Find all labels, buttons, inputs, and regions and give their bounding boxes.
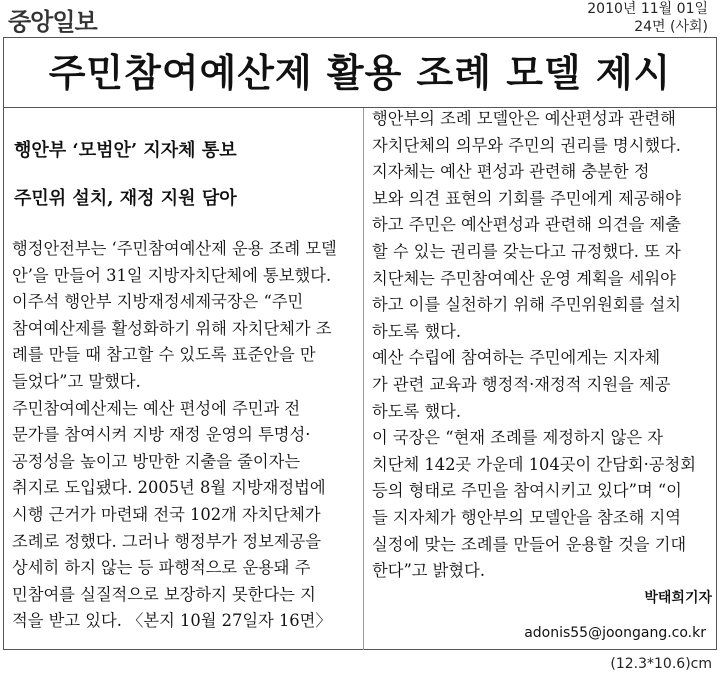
body-line: 하도록 했다.: [372, 401, 461, 421]
body-line: 들 지자체가 행안부의 모델안을 참조해 지역: [372, 507, 681, 527]
newspaper-masthead: 중앙일보: [8, 8, 97, 36]
body-line: 치단체는 주민참여예산 운영 계획을 세워야: [372, 268, 676, 288]
body-line: 이주석 행안부 지방재정세제국장은 “주민: [12, 292, 304, 312]
body-line: 자치단체의 의무와 주민의 권리를 명시했다.: [372, 135, 681, 155]
body-line: 실정에 맞는 조례를 만들어 운용할 것을 기대: [372, 534, 687, 554]
subheadline-2: 주민위 설치, 재정 지원 담아: [14, 188, 237, 209]
body-line: 지자체는 예산 편성과 관련해 충분한 정: [372, 162, 650, 182]
body-line: 문가를 참여시켜 지방 재정 운영의 투명성·: [12, 425, 311, 445]
body-line: 시행 근거가 마련돼 전국 102개 자치단체가: [12, 504, 321, 524]
reporter-byline: 박태희기자: [644, 589, 712, 606]
body-line: 가 관련 교육과 행정적·재정적 지원을 제공: [372, 374, 671, 394]
body-line: 참여예산제를 활성화하기 위해 자치단체가 조: [12, 318, 332, 338]
body-line: 보와 의견 표현의 기회를 주민에게 제공해야: [372, 188, 681, 208]
body-line: 취지로 도입됐다. 2005년 8월 지방재정법에: [12, 478, 326, 498]
reporter-email: adonis55@joongang.co.kr: [524, 625, 706, 641]
article-headline: 주민참여예산제 활용 조례 모델 제시: [48, 51, 672, 95]
body-line: 등의 형태로 주민을 참여시키고 있다”며 “이: [372, 481, 682, 501]
body-line: 한다”고 밝혔다.: [372, 561, 486, 581]
publication-info: [587, 0, 708, 36]
body-line: 하고 이를 실천하기 위해 주민위원회를 설치: [372, 295, 681, 315]
body-line: 이 국장은 “현재 조례를 제정하지 않은 자: [372, 428, 664, 448]
clipping-size: (12.3*10.6)cm: [610, 656, 712, 672]
body-line: 하도록 했다.: [372, 321, 461, 341]
body-line: 행안부의 조례 모델안은 예산편성과 관련해: [372, 109, 676, 128]
column-divider: [363, 108, 364, 650]
body-line: 조례로 정했다. 그러나 행정부가 정보제공을: [12, 531, 321, 551]
body-line: 들었다”고 말했다.: [12, 371, 141, 391]
subheadline-1: 행안부 ‘모범안’ 지자체 통보: [14, 140, 237, 161]
body-line-reference: 적을 받고 있다. 〈본지 10월 27일자 16면〉: [12, 611, 332, 631]
body-line: 안’을 만들어 31일 지방자치단체에 통보했다.: [12, 265, 332, 285]
body-line: 공정성을 높이고 방만한 지출을 줄이자는: [12, 451, 301, 471]
body-line: 례를 만들 때 참고할 수 있도록 표준안을 만: [12, 345, 316, 365]
body-line: 민참여를 실질적으로 보장하지 못한다는 지: [12, 584, 316, 604]
article-column-right: [372, 106, 712, 611]
body-line: 상세히 하지 않는 등 파행적으로 운용돼 주: [12, 558, 311, 578]
publication-date: 2010년 11월 01일: [587, 1, 708, 17]
body-line: 할 수 있는 권리를 갖는다고 규정했다. 또 자: [372, 241, 681, 261]
body-line: 행정안전부는 ‘주민참여예산제 운용 조례 모델: [12, 239, 337, 258]
page-section: 24면 (사회): [634, 19, 708, 35]
body-line: 치단체 142곳 가운데 104곳이 간담회·공청회: [372, 454, 696, 474]
body-line: 하고 주민은 예산편성과 관련해 의견을 제출: [372, 215, 681, 235]
body-line: 예산 수립에 참여하는 주민에게는 지자체: [372, 348, 661, 368]
body-line: 주민참여예산제는 예산 편성에 주민과 전: [12, 398, 301, 418]
article-column-left: [12, 236, 356, 635]
